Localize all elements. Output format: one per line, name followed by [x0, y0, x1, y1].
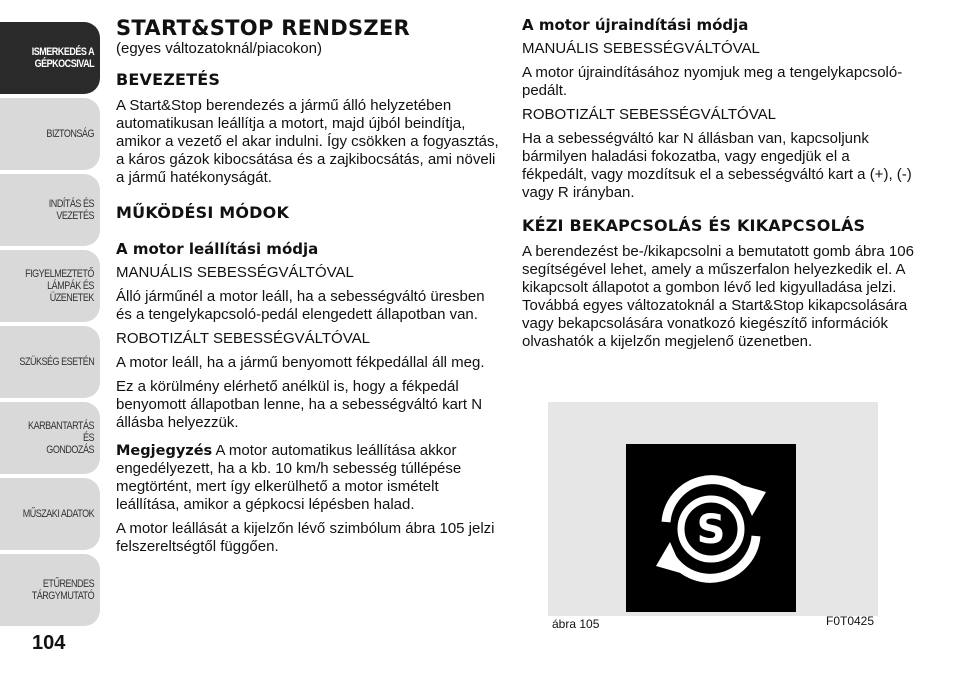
stop-robot-label: ROBOTIZÁLT SEBESSÉGVÁLTÓVAL — [116, 330, 370, 347]
symbol-text: A motor leállását a kijelzőn lévő szimbólum ábra 105 jelzi felszereltségtől függően. — [116, 520, 495, 555]
tab-szukseg[interactable] — [0, 326, 100, 398]
tab-label: ETŰRENDES TÁRGYMUTATÓ — [31, 578, 94, 602]
restart-robot-text: Ha a sebességváltó kar N állásban van, kapcsoljunk bármilyen haladási fokozatba, vagy engedjük el a fékpedált, vagy mozdítsuk el a sebességváltó kart a (+), (-) vagy R irányban. — [522, 130, 912, 201]
note-label: Megjegyzés — [116, 443, 213, 459]
tab-label: FIGYELMEZTETŐ LÁMPÁK ÉS ÜZENETEK — [25, 268, 94, 304]
restart-heading: A motor újraindítási módja — [522, 16, 749, 34]
stop-robot-text-2: Ez a körülmény elérhető anélkül is, hogy a fékpedál benyomott állapotban lenne, ha a sebességváltó kart N állásba helyezzük. — [116, 378, 483, 431]
left-column — [116, 16, 500, 562]
onoff-text: A berendezést be-/kikapcsolni a bemutatott gomb ábra 106 segítségével lehet, amely a műszerfalon helyezkedik el. A kikapcsolt állapotot a gombon lévő led kigyulladása jelzi. Továbbá egyes változatoknál a Start&Stop kikapcsolására vagy bekapcsolására vonatkozó kiegészítő információk olvashatók a kijelzőn megjelenő üzenetben. — [522, 243, 914, 350]
tab-inditas[interactable] — [0, 174, 100, 246]
page-subtitle: (egyes változatoknál/piacokon) — [116, 40, 322, 57]
figure-code: F0T0425 — [826, 614, 875, 628]
tab-label: INDÍTÁS ÉS VEZETÉS — [48, 198, 94, 222]
modes-heading: MŰKÖDÉSI MÓDOK — [116, 203, 290, 222]
restart-manual-label: MANUÁLIS SEBESSÉGVÁLTÓVAL — [522, 40, 760, 57]
tab-karbantartas[interactable] — [0, 402, 100, 474]
right-column — [522, 16, 914, 357]
intro-text: A Start&Stop berendezés a jármű álló helyzetében automatikusan leállítja a motort, majd újból beindítja, amikor a vezető el akar indulni. Így csökken a fogyasztás, a káros gázok kibocsátása és a zajkibocsátás, ami növeli a jármű hatékonyságát. — [116, 97, 499, 186]
tab-ismerkedes[interactable] — [0, 22, 100, 94]
figure-caption: ábra 105 — [552, 617, 600, 631]
stop-heading: A motor leállítási módja — [116, 240, 319, 258]
tab-biztonsag[interactable] — [0, 98, 100, 170]
onoff-heading: KÉZI BEKAPCSOLÁS ÉS KIKAPCSOLÁS — [522, 216, 866, 235]
start-stop-symbol-svg — [626, 444, 796, 612]
tab-label: MŰSZAKI ADATOK — [22, 508, 94, 520]
tab-muszaki[interactable] — [0, 478, 100, 550]
start-stop-icon — [626, 444, 796, 612]
tab-label: SZÜKSÉG ESETÉN — [19, 356, 94, 368]
stop-manual-label: MANUÁLIS SEBESSÉGVÁLTÓVAL — [116, 264, 354, 281]
tab-label: ISMERKEDÉS A GÉPKOCSIVAL — [31, 46, 94, 70]
stop-manual-text: Álló járműnél a motor leáll, ha a sebességváltó üresben és a tengelykapcsoló-pedál elengedett állapotban van. — [116, 288, 485, 323]
page-title: START&STOP RENDSZER — [116, 16, 411, 40]
intro-heading: BEVEZETÉS — [116, 70, 221, 89]
tab-label: KARBANTARTÁS ÉS GONDOZÁS — [28, 420, 94, 456]
figure-105 — [548, 402, 878, 616]
tab-label: BIZTONSÁG — [46, 128, 94, 140]
tab-figyelmezteto[interactable] — [0, 250, 100, 322]
stop-robot-text-1: A motor leáll, ha a jármű benyomott fékpedállal áll meg. — [116, 354, 485, 371]
tab-targymutato[interactable] — [0, 554, 100, 626]
note-paragraph — [116, 442, 500, 514]
symbol-letter: S — [696, 507, 726, 553]
note-text: A motor automatikus leállítása akkor engedélyezett, ha a kb. 10 km/h sebesség túllépése megtörtént, mert így elkerülhető a motor ismételt leállítása, amikor a gépkocsi lépésben halad. — [116, 442, 462, 513]
restart-robot-label: ROBOTIZÁLT SEBESSÉGVÁLTÓVAL — [522, 106, 776, 123]
page-number: 104 — [32, 632, 66, 654]
restart-manual-text: A motor újraindításához nyomjuk meg a tengelykapcsoló-pedált. — [522, 64, 903, 99]
